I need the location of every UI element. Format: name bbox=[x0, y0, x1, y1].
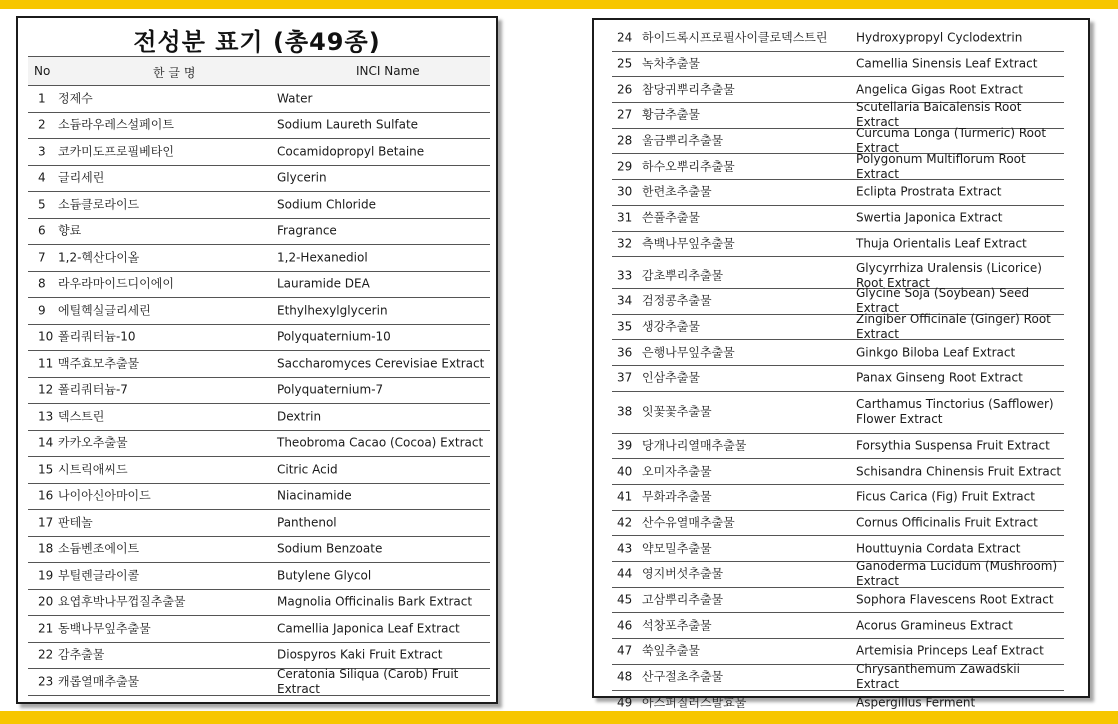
table-row bbox=[28, 192, 490, 219]
ingredient-number: 27 bbox=[617, 107, 633, 122]
ingredient-korean-name: 영지버섯추출물 bbox=[642, 566, 724, 581]
table-row bbox=[612, 511, 1064, 537]
ingredient-inci-name: Ganoderma Lucidum (Mushroom) Extract bbox=[856, 559, 1058, 589]
ingredient-korean-name: 소듐라우레스설페이트 bbox=[58, 117, 174, 132]
ingredient-korean-name: 아스퍼질러스발효물 bbox=[642, 695, 747, 710]
ingredient-number: 15 bbox=[38, 462, 54, 477]
ingredient-number: 26 bbox=[617, 82, 633, 97]
table-row bbox=[28, 245, 490, 272]
ingredient-korean-name: 쓴풀추출물 bbox=[642, 210, 700, 225]
header-korean-name: 한 글 명 bbox=[153, 66, 196, 80]
table-row bbox=[612, 392, 1064, 434]
table-row bbox=[612, 485, 1064, 511]
ingredient-korean-name: 검정콩추출물 bbox=[642, 293, 712, 308]
ingredient-korean-name: 잇꽃꽃추출물 bbox=[642, 404, 712, 419]
ingredient-inci-name: Lauramide DEA bbox=[277, 276, 370, 291]
ingredient-inci-name: Curcuma Longa (Turmeric) Root Extract bbox=[856, 126, 1047, 156]
table-row bbox=[612, 311, 1064, 341]
ingredient-korean-name: 황금추출물 bbox=[642, 107, 700, 122]
table-row bbox=[28, 431, 490, 458]
ingredient-inci-name: Dextrin bbox=[277, 409, 322, 424]
table-row bbox=[612, 26, 1064, 52]
ingredient-inci-name: Acorus Gramineus Extract bbox=[856, 618, 1013, 633]
ingredient-inci-name: Glycyrrhiza Uralensis (Licorice) Root Extract bbox=[856, 260, 1042, 290]
bottom-accent-band bbox=[0, 711, 1118, 724]
ingredient-number: 37 bbox=[617, 370, 633, 385]
ingredient-inci-name: Ginkgo Biloba Leaf Extract bbox=[856, 345, 1016, 360]
ingredient-korean-name: 폴리쿼터늄-10 bbox=[58, 329, 136, 344]
ingredient-number: 47 bbox=[617, 643, 633, 658]
ingredient-number: 49 bbox=[617, 695, 633, 710]
ingredients-panel-right bbox=[592, 18, 1090, 710]
ingredient-number: 8 bbox=[38, 276, 46, 291]
table-row bbox=[612, 536, 1064, 562]
ingredient-number: 31 bbox=[617, 210, 633, 225]
ingredient-korean-name: 동백나무잎추출물 bbox=[58, 621, 151, 636]
ingredient-korean-name: 시트릭애씨드 bbox=[58, 462, 128, 477]
ingredient-korean-name: 오미자추출물 bbox=[642, 464, 712, 479]
ingredient-korean-name: 약모밀추출물 bbox=[642, 541, 712, 556]
ingredient-number: 30 bbox=[617, 184, 633, 199]
ingredient-inci-name: Hydroxypropyl Cyclodextrin bbox=[856, 30, 1023, 45]
table-row bbox=[28, 86, 490, 113]
ingredient-korean-name: 울금뿌리추출물 bbox=[642, 133, 724, 148]
ingredient-number: 2 bbox=[38, 117, 46, 132]
table-row bbox=[612, 613, 1064, 639]
table-row bbox=[612, 180, 1064, 206]
ingredient-korean-name: 석창포추출물 bbox=[642, 618, 712, 633]
ingredient-korean-name: 산구절초추출물 bbox=[642, 669, 724, 684]
ingredient-number: 35 bbox=[617, 319, 633, 334]
table-row bbox=[28, 643, 490, 670]
ingredient-korean-name: 하이드록시프로필사이클로덱스트린 bbox=[642, 30, 828, 45]
ingredient-korean-name: 나이아신아마이드 bbox=[58, 488, 151, 503]
ingredient-inci-name: Cornus Officinalis Fruit Extract bbox=[856, 515, 1038, 530]
table-row bbox=[28, 166, 490, 193]
ingredient-korean-name: 판테놀 bbox=[58, 515, 93, 530]
table-row bbox=[28, 457, 490, 484]
ingredient-inci-name: Eclipta Prostrata Extract bbox=[856, 184, 1002, 199]
page-title: 전성분 표기 (총49종) bbox=[133, 28, 381, 56]
ingredient-number: 23 bbox=[38, 674, 54, 689]
ingredient-inci-name: Artemisia Princeps Leaf Extract bbox=[856, 643, 1044, 658]
ingredient-inci-name: Schisandra Chinensis Fruit Extract bbox=[856, 464, 1062, 479]
ingredient-korean-name: 라우라마이드디이에이 bbox=[58, 276, 174, 291]
ingredient-inci-name: Sophora Flavescens Root Extract bbox=[856, 592, 1054, 607]
ingredient-number: 40 bbox=[617, 464, 633, 479]
ingredient-number: 48 bbox=[617, 669, 633, 684]
ingredient-korean-name: 녹차추출물 bbox=[642, 56, 700, 71]
ingredient-korean-name: 맥주효모추출물 bbox=[58, 356, 140, 371]
ingredient-number: 22 bbox=[38, 647, 54, 662]
table-row bbox=[612, 366, 1064, 392]
ingredient-korean-name: 덱스트린 bbox=[58, 409, 105, 424]
ingredient-korean-name: 카카오추출물 bbox=[58, 435, 128, 450]
ingredient-number: 4 bbox=[38, 170, 46, 185]
top-accent-band bbox=[0, 0, 1118, 9]
table-row bbox=[612, 206, 1064, 232]
ingredient-inci-name: Sodium Chloride bbox=[277, 197, 376, 212]
ingredient-number: 42 bbox=[617, 515, 633, 530]
ingredient-number: 7 bbox=[38, 250, 46, 265]
table-row bbox=[612, 434, 1064, 460]
ingredient-korean-name: 1,2-헥산다이올 bbox=[58, 250, 140, 265]
ingredient-inci-name: Butylene Glycol bbox=[277, 568, 372, 583]
ingredient-number: 29 bbox=[617, 159, 633, 174]
ingredient-korean-name: 부틸렌글라이콜 bbox=[58, 568, 140, 583]
table-row bbox=[28, 325, 490, 352]
table-row bbox=[612, 662, 1064, 692]
table-row bbox=[612, 52, 1064, 78]
ingredient-korean-name: 요엽후박나무껍질추출물 bbox=[58, 594, 186, 609]
ingredient-number: 46 bbox=[617, 618, 633, 633]
ingredient-korean-name: 코카미도프로필베타인 bbox=[58, 144, 174, 159]
ingredient-korean-name: 쑥잎추출물 bbox=[642, 643, 700, 658]
ingredient-number: 38 bbox=[617, 404, 633, 419]
ingredient-inci-name: Zingiber Officinale (Ginger) Root Extract bbox=[856, 311, 1051, 341]
ingredients-panel-left bbox=[16, 16, 498, 704]
table-row bbox=[28, 484, 490, 511]
ingredient-inci-name: Panax Ginseng Root Extract bbox=[856, 370, 1023, 385]
ingredient-korean-name: 폴리쿼터늄-7 bbox=[58, 382, 128, 397]
table-row bbox=[612, 77, 1064, 103]
table-row bbox=[612, 100, 1064, 130]
table-row bbox=[28, 666, 490, 696]
table-row bbox=[28, 351, 490, 378]
ingredient-inci-name: Aspergillus Ferment bbox=[856, 695, 976, 710]
table-header bbox=[28, 56, 490, 86]
ingredient-inci-name: Diospyros Kaki Fruit Extract bbox=[277, 647, 443, 662]
ingredient-number: 45 bbox=[617, 592, 633, 607]
table-row bbox=[612, 232, 1064, 258]
ingredient-korean-name: 에틸헥실글리세린 bbox=[58, 303, 151, 318]
ingredient-number: 25 bbox=[617, 56, 633, 71]
ingredient-number: 41 bbox=[617, 489, 633, 504]
table-row bbox=[28, 378, 490, 405]
ingredient-inci-name: Carthamus Tinctorius (Safflower) Flower Extract bbox=[856, 397, 1054, 427]
ingredient-inci-name: Magnolia Officinalis Bark Extract bbox=[277, 594, 473, 609]
ingredient-inci-name: Camellia Japonica Leaf Extract bbox=[277, 621, 460, 636]
table-row bbox=[612, 126, 1064, 156]
ingredient-korean-name: 당개나리열매추출물 bbox=[642, 438, 747, 453]
table-row bbox=[612, 286, 1064, 316]
ingredient-korean-name: 무화과추출물 bbox=[642, 489, 712, 504]
ingredient-number: 10 bbox=[38, 329, 54, 344]
ingredient-number: 24 bbox=[617, 30, 633, 45]
ingredient-inci-name: Camellia Sinensis Leaf Extract bbox=[856, 56, 1038, 71]
table-row bbox=[28, 404, 490, 431]
ingredient-inci-name: Forsythia Suspensa Fruit Extract bbox=[856, 438, 1050, 453]
ingredient-inci-name: Polygonum Multiflorum Root Extract bbox=[856, 151, 1026, 181]
ingredient-inci-name: Ceratonia Siliqua (Carob) Fruit Extract bbox=[277, 666, 459, 696]
ingredient-korean-name: 한련초추출물 bbox=[642, 184, 712, 199]
ingredient-inci-name: Sodium Benzoate bbox=[277, 541, 383, 556]
ingredient-number: 16 bbox=[38, 488, 54, 503]
ingredient-list-right bbox=[612, 26, 1064, 716]
table-row bbox=[612, 340, 1064, 366]
header-no: No bbox=[34, 64, 51, 78]
table-row bbox=[612, 588, 1064, 614]
ingredient-number: 5 bbox=[38, 197, 46, 212]
ingredient-korean-name: 인삼추출물 bbox=[642, 370, 700, 385]
ingredient-korean-name: 하수오뿌리추출물 bbox=[642, 159, 735, 174]
table-row bbox=[612, 459, 1064, 485]
ingredient-number: 1 bbox=[38, 91, 46, 106]
ingredient-inci-name: Glycerin bbox=[277, 170, 327, 185]
ingredient-inci-name: Scutellaria Baicalensis Root Extract bbox=[856, 100, 1022, 130]
ingredient-inci-name: Angelica Gigas Root Extract bbox=[856, 82, 1023, 97]
ingredient-number: 9 bbox=[38, 303, 46, 318]
ingredient-inci-name: Theobroma Cacao (Cocoa) Extract bbox=[277, 435, 484, 450]
ingredient-korean-name: 정제수 bbox=[58, 91, 93, 106]
table-row bbox=[28, 537, 490, 564]
header-inci-name: INCI Name bbox=[356, 64, 420, 78]
ingredient-korean-name: 은행나무잎추출물 bbox=[642, 345, 735, 360]
table-row bbox=[28, 616, 490, 643]
ingredient-number: 44 bbox=[617, 566, 633, 581]
ingredient-list-left bbox=[28, 86, 490, 696]
ingredient-number: 20 bbox=[38, 594, 54, 609]
ingredient-inci-name: Chrysanthemum Zawadskii Extract bbox=[856, 662, 1020, 692]
ingredient-inci-name: Houttuynia Cordata Extract bbox=[856, 541, 1021, 556]
ingredient-korean-name: 감초뿌리추출물 bbox=[642, 268, 724, 283]
ingredient-number: 33 bbox=[617, 268, 633, 283]
ingredient-korean-name: 생강추출물 bbox=[642, 319, 700, 334]
ingredient-korean-name: 소듐벤조에이트 bbox=[58, 541, 140, 556]
ingredient-korean-name: 캐롭열매추출물 bbox=[58, 674, 140, 689]
ingredient-inci-name: Ethylhexylglycerin bbox=[277, 303, 388, 318]
ingredient-inci-name: Polyquaternium-10 bbox=[277, 329, 391, 344]
ingredient-number: 18 bbox=[38, 541, 54, 556]
ingredient-inci-name: Glycine Soja (Soybean) Seed Extract bbox=[856, 286, 1030, 316]
table-row bbox=[612, 559, 1064, 589]
table-row bbox=[612, 639, 1064, 665]
ingredient-inci-name: Sodium Laureth Sulfate bbox=[277, 117, 419, 132]
ingredient-number: 11 bbox=[38, 356, 54, 371]
ingredient-korean-name: 감추출물 bbox=[58, 647, 105, 662]
ingredient-korean-name: 참당귀뿌리추출물 bbox=[642, 82, 735, 97]
table-row bbox=[28, 113, 490, 140]
ingredient-number: 17 bbox=[38, 515, 54, 530]
ingredient-korean-name: 글리세린 bbox=[58, 170, 105, 185]
ingredient-inci-name: Niacinamide bbox=[277, 488, 352, 503]
ingredient-number: 39 bbox=[617, 438, 633, 453]
ingredient-inci-name: Saccharomyces Cerevisiae Extract bbox=[277, 356, 485, 371]
ingredient-inci-name: 1,2-Hexanediol bbox=[277, 250, 368, 265]
ingredient-number: 13 bbox=[38, 409, 54, 424]
ingredient-korean-name: 향료 bbox=[58, 223, 82, 238]
ingredient-number: 3 bbox=[38, 144, 46, 159]
ingredient-korean-name: 측백나무잎추출물 bbox=[642, 236, 735, 251]
table-row bbox=[28, 510, 490, 537]
ingredient-inci-name: Citric Acid bbox=[277, 462, 338, 477]
table-row bbox=[612, 260, 1064, 290]
ingredient-number: 34 bbox=[617, 293, 633, 308]
ingredient-korean-name: 고삼뿌리추출물 bbox=[642, 592, 724, 607]
table-row bbox=[28, 590, 490, 617]
ingredient-number: 21 bbox=[38, 621, 54, 636]
ingredient-inci-name: Swertia Japonica Extract bbox=[856, 210, 1003, 225]
ingredient-number: 36 bbox=[617, 345, 633, 360]
table-row bbox=[28, 272, 490, 299]
ingredient-number: 19 bbox=[38, 568, 54, 583]
ingredient-number: 6 bbox=[38, 223, 46, 238]
ingredient-inci-name: Thuja Orientalis Leaf Extract bbox=[856, 236, 1027, 251]
ingredient-inci-name: Panthenol bbox=[277, 515, 337, 530]
table-row bbox=[28, 563, 490, 590]
ingredient-number: 12 bbox=[38, 382, 54, 397]
ingredient-inci-name: Fragrance bbox=[277, 223, 337, 238]
ingredient-inci-name: Ficus Carica (Fig) Fruit Extract bbox=[856, 489, 1035, 504]
table-row bbox=[28, 139, 490, 166]
ingredient-number: 14 bbox=[38, 435, 54, 450]
ingredient-inci-name: Polyquaternium-7 bbox=[277, 382, 384, 397]
ingredient-number: 32 bbox=[617, 236, 633, 251]
ingredient-inci-name: Water bbox=[277, 91, 313, 106]
ingredient-korean-name: 소듐클로라이드 bbox=[58, 197, 140, 212]
table-row bbox=[28, 298, 490, 325]
ingredient-korean-name: 산수유열매추출물 bbox=[642, 515, 735, 530]
ingredient-number: 43 bbox=[617, 541, 633, 556]
table-row bbox=[28, 219, 490, 246]
ingredient-number: 28 bbox=[617, 133, 633, 148]
ingredient-inci-name: Cocamidopropyl Betaine bbox=[277, 144, 425, 159]
table-row bbox=[612, 151, 1064, 181]
